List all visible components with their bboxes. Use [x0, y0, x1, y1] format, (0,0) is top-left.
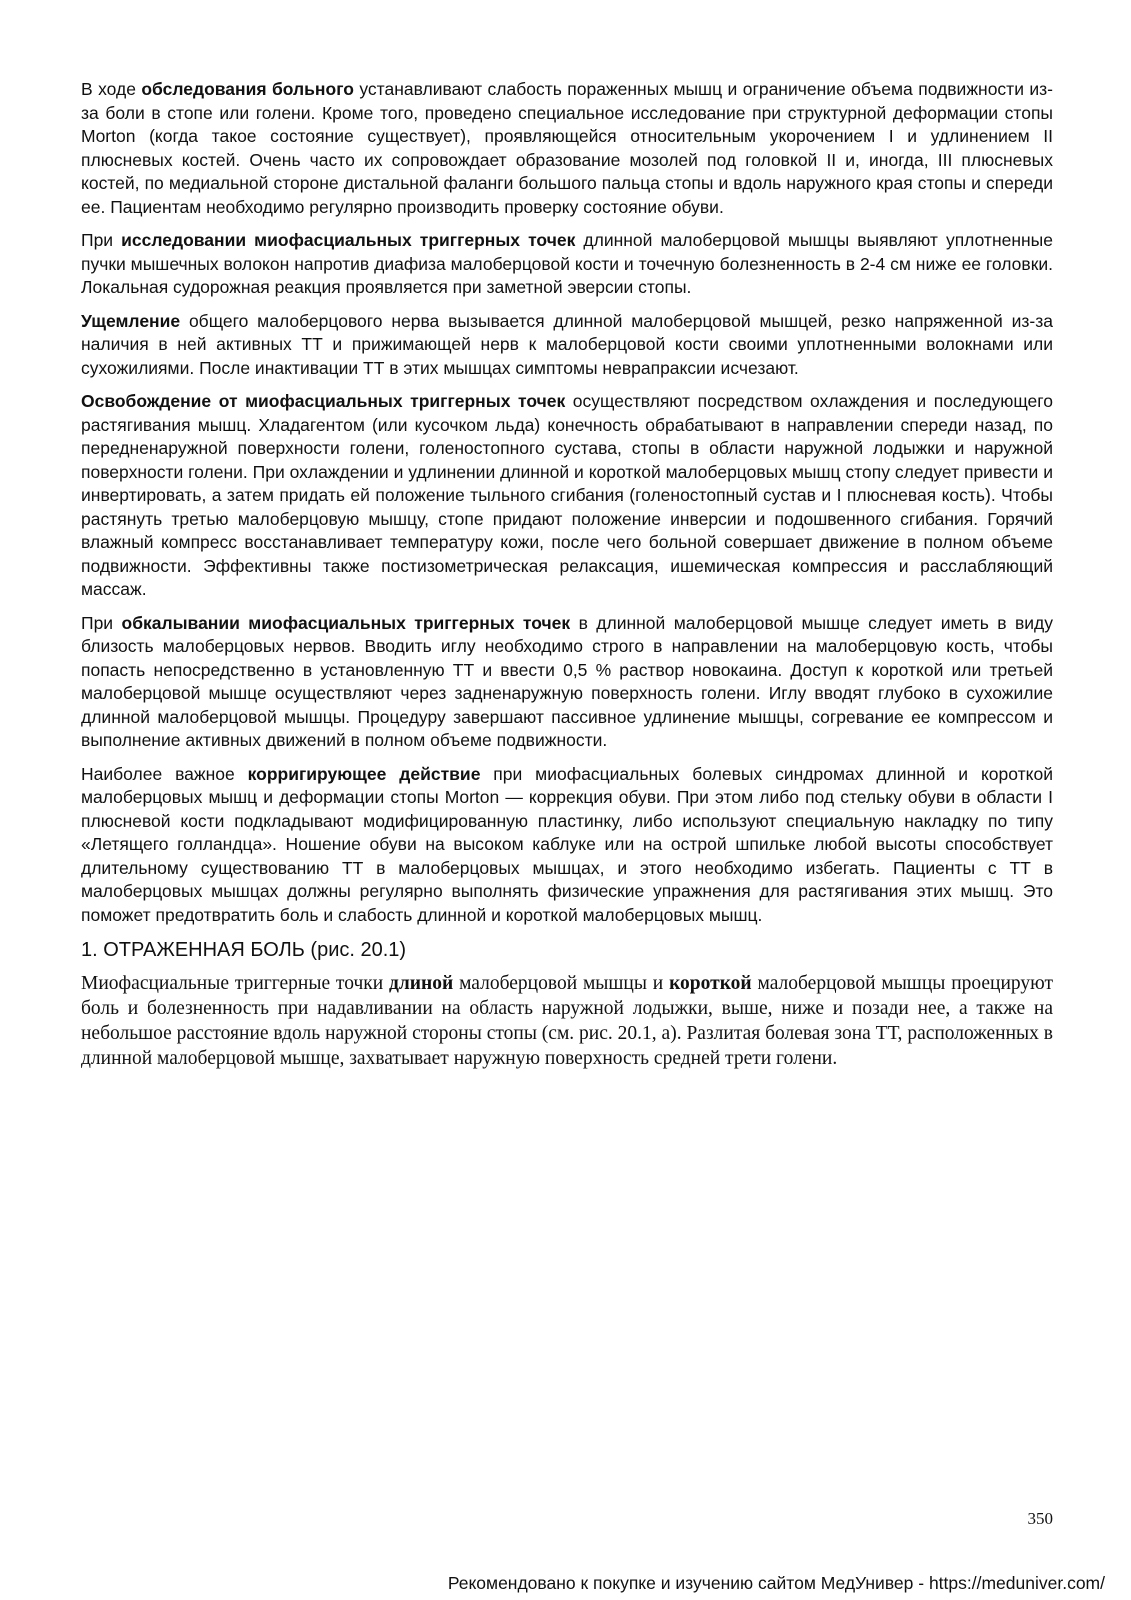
paragraph-text: Миофасциальные триггерные точки	[81, 973, 389, 994]
paragraph-bold-term: Ущемление	[81, 310, 181, 331]
paragraph-text: общего малоберцового нерва вызывается длинной малоберцовой мышцей, резко напряженной из-за наличия в ней активных ТТ и прижимающей нерв к малоберцовой кости своими уплотненными волокнами или сухожилиями. После инактивации ТТ в этих мышцах симптомы неврапраксии исчезают.	[81, 310, 1053, 378]
paragraph-trigger-point-study	[81, 229, 1053, 300]
paragraph-text: Наиболее важное	[81, 763, 248, 784]
paragraph-nerve-entrapment	[81, 310, 1053, 381]
paragraph-injection	[81, 612, 1053, 753]
page-content	[81, 78, 1053, 1071]
paragraph-text: малоберцовой мышцы и	[453, 973, 670, 994]
paragraph-trigger-point-release	[81, 390, 1053, 602]
paragraph-text: При	[81, 612, 122, 633]
paragraph-examination	[81, 78, 1053, 219]
paragraph-referred-pain	[81, 971, 1053, 1071]
paragraph-text: в длинной малоберцовой мышце следует иметь в виду близость малоберцовых нервов. Вводить иглу необходимо строго в направлении на малоберцовую кость, чтобы попасть непосредственно в установленную ТТ и ввести 0,5 % раствор новокаина. Доступ к короткой или третьей малоберцовой мышце осуществляют через задненаружную поверхность голени. Иглу вводят глубоко в сухожилие длинной малоберцовой мышцы. Процедуру завершают пассивное удлинение мышцы, согревание ее компрессом и выполнение активных движений в полном объеме подвижности.	[81, 612, 1053, 750]
paragraph-text: устанавливают слабость пораженных мышц и ограничение объема подвижности из-за боли в стопе или голени. Кроме того, проведено специальное исследование при структурной деформации стопы Morton (когда такое состояние существует), проявляющейся относительным укорочением I и удлинением II плюсневых костей. Очень часто их сопровождает образование мозолей под головкой II и, иногда, III плюсневых костей, по медиальной стороне дистальной фаланги большого пальца стопы и вдоль наружного края стопы и спереди ее. Пациентам необходимо регулярно производить проверку состояние обуви.	[81, 79, 1054, 217]
paragraph-text: малоберцовой мышцы проецируют боль и болезненность при надавливании на область наружной лодыжки, выше, ниже и позади нее, а также на небольшое расстояние вдоль наружной стороны стопы (см. рис. 20.1, а). Разлитая болевая зона ТТ, расположенных в длинной малоберцовой мышце, захватывает наружную поверхность средней трети голени.	[81, 973, 1053, 1069]
paragraph-bold-term: обследования больного	[141, 79, 354, 99]
paragraph-corrective-action	[81, 763, 1053, 928]
paragraph-text: В ходе	[81, 79, 142, 99]
paragraph-bold-term: длиной	[389, 973, 454, 994]
paragraph-bold-term: корригирующее действие	[247, 763, 481, 784]
paragraph-text: При	[81, 230, 122, 250]
paragraph-bold-term: короткой	[669, 973, 752, 994]
paragraph-text: длинной малоберцовой мышцы выявляют уплотненные пучки мышечных волокон напротив диафиза малоберцовой кости и точечную болезненность в 2-4 см ниже ее головки. Локальная судорожная реакция проявляется при заметной эверсии стопы.	[81, 230, 1053, 297]
footer-recommendation: Рекомендовано к покупке и изучению сайтом МедУнивер - https://meduniver.com/	[447, 1573, 1105, 1593]
page-number: 350	[1027, 1509, 1053, 1528]
section-heading: 1. ОТРАЖЕННАЯ БОЛЬ (рис. 20.1)	[81, 939, 407, 961]
paragraph-text: при миофасциальных болевых синдромах длинной и короткой малоберцовых мышц и деформации стопы Morton — коррекция обуви. При этом либо под стельку обуви в области I плюсневой кости подкладывают модифицированную пластинку, либо используют специальную накладку по типу «Летящего голландца». Ношение обуви на высоком каблуке или на острой шпильке любой высоты способствует длительному существованию ТТ в малоберцовых мышцах, и этого необходимо избегать. Пациенты с ТТ в малоберцовых мышцах должны регулярно выполнять физические упражнения для растягивания этих мышц. Это поможет предотвратить боль и слабость длинной и короткой малоберцовых мышц.	[81, 763, 1053, 925]
paragraph-bold-term: Освобождение от миофасциальных триггерных точек	[81, 391, 566, 411]
paragraph-text: осуществляют посредством охлаждения и последующего растягивания мышц. Хладагентом (или кусочком льда) конечность обрабатывают в направлении спереди назад, по передненаружной поверхности голени, голеностопного сустава, стопы в области наружной лодыжки и наружной поверхности голени. При охлаждении и удлинении длинной и короткой малоберцовых мышц стопу следует привести и инвертировать, а затем придать ей положение тыльного сгибания (голеностопный сустав и I плюсневая кость). Чтобы растянуть третью малоберцовую мышцу, стопе придают положение инверсии и подошвенного сгибания. Горячий влажный компресс восстанавливает температуру кожи, после чего больной совершает движение в полном объеме подвижности. Эффективны также постизометрическая релаксация, ишемическая компрессия и расслабляющий массаж.	[81, 391, 1053, 599]
paragraph-bold-term: обкалывании миофасциальных триггерных точек	[121, 612, 571, 633]
paragraph-bold-term: исследовании миофасциальных триггерных точек	[121, 230, 576, 250]
